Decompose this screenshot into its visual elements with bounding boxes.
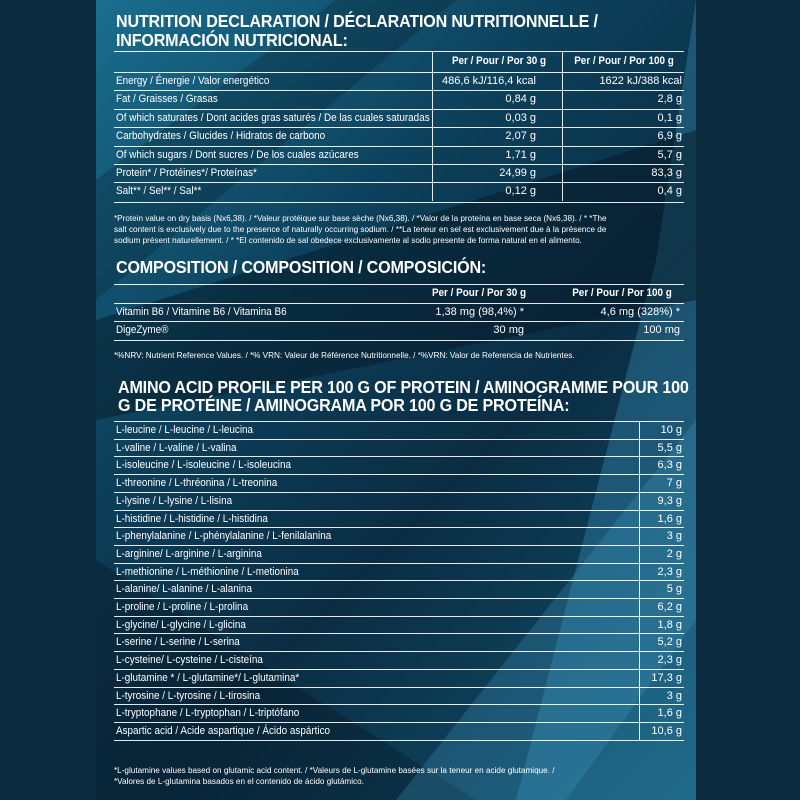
- row-value-30g: 30 mg: [493, 324, 524, 336]
- amino-acid-name: L-lysine / L-lysine / L-lisina: [116, 494, 233, 507]
- label-panel: [96, 0, 696, 800]
- nutrition-title-line1: NUTRITION DECLARATION / DÉCLARATION NUTRITIONNELLE /: [116, 11, 598, 31]
- amino-acid-name: Aspartic acid / Acide aspartique / Ácido aspártico: [116, 724, 331, 737]
- table-row: [114, 109, 684, 128]
- table-row: [114, 303, 684, 322]
- amino-acid-name: L-serine / L-serine / L-serina: [116, 636, 240, 649]
- amino-acid-value: 5,2 g: [657, 636, 682, 649]
- table-row: [114, 439, 684, 458]
- row-value-30g: 0,12 g: [505, 185, 536, 198]
- amino-acid-name: L-threonine / L-thréonina / L-treonina: [116, 477, 278, 490]
- amino-acid-value: 17,3 g: [651, 671, 682, 684]
- row-label: DigeZyme®: [116, 324, 169, 336]
- row-value-30g: 0,03 g: [505, 111, 536, 124]
- nutrition-col1-header: Per / Pour / Por 30 g: [451, 55, 547, 67]
- table-row: [114, 127, 684, 146]
- table-row: [114, 90, 684, 109]
- amino-footnote-line1: *L-glutamine values based on glutamic acid content. / *Valeurs de L-glutamine basées sur la teneur en acide glutamique. /: [114, 765, 555, 775]
- amino-acid-name: L-glycine/ L-glycine / L-glicina: [116, 618, 246, 631]
- amino-acid-value: 1,6 g: [657, 707, 682, 720]
- row-value-30g: 2,07 g: [505, 130, 536, 143]
- column-divider: [639, 421, 640, 740]
- amino-acid-value: 3 g: [666, 689, 682, 702]
- amino-acid-name: L-arginine/ L-arginine / L-arginina: [116, 547, 262, 560]
- nutrition-title-line2: INFORMACIÓN NUTRICIONAL:: [116, 30, 348, 50]
- amino-acid-name: L-cysteine/ L-cysteine / L-cisteína: [116, 654, 263, 667]
- table-row: [114, 545, 684, 564]
- amino-acid-value: 2,3 g: [657, 565, 682, 578]
- table-row: [114, 616, 684, 635]
- row-value-100g: 5,7 g: [657, 148, 682, 161]
- divider: [114, 740, 684, 741]
- row-value-30g: 1,71 g: [505, 148, 536, 161]
- row-label: Of which sugars / Dont sucres / De los cuales azúcares: [116, 148, 359, 161]
- row-value-30g: 0,84 g: [505, 93, 536, 106]
- amino-acid-name: L-valine / L-valine / L-valina: [116, 441, 237, 454]
- table-row: [114, 598, 684, 617]
- column-divider: [432, 52, 433, 201]
- row-value-100g: 6,9 g: [657, 130, 682, 143]
- row-label: Vitamin B6 / Vitamine B6 / Vitamina B6: [116, 306, 287, 318]
- table-row: [114, 164, 684, 183]
- row-label: Salt** / Sel** / Sal**: [116, 185, 202, 198]
- table-row: [114, 527, 684, 546]
- amino-acid-value: 9,3 g: [657, 494, 682, 507]
- table-row: [114, 474, 684, 493]
- row-value-100g: 0,4 g: [657, 185, 682, 198]
- row-value-100g: 4,6 mg (328%) *: [600, 306, 680, 318]
- table-row: [114, 510, 684, 529]
- composition-col2-header: Per / Pour / Por 100 g: [572, 287, 672, 299]
- row-value-30g: 486,6 kJ/116,4 kcal: [442, 75, 536, 87]
- amino-acid-value: 6,2 g: [657, 601, 682, 613]
- amino-acid-value: 1,6 g: [657, 512, 682, 525]
- amino-acid-name: L-histidine / L-histidine / L-histidina: [116, 512, 268, 525]
- amino-acid-name: L-methionine / L-méthionine / L-metionina: [116, 565, 299, 578]
- amino-acid-name: L-proline / L-proline / L-prolina: [116, 601, 249, 613]
- table-row: [114, 72, 684, 91]
- column-divider: [562, 52, 563, 201]
- row-label: Fat / Graisses / Grasas: [116, 93, 218, 106]
- nutrition-footnote-line3: sodium présent naturellement. / * *El contenido de sal obedece exclusivamente al sodio presente de forma natural en el alimento.: [114, 235, 582, 245]
- amino-title-line2: G DE PROTÉINE / AMINOGRAMA POR 100 G DE PROTEÍNA:: [118, 395, 570, 415]
- amino-footnote-line2: *Valores de L-glutamina basados en el contenido de ácido glutámico.: [114, 776, 364, 786]
- table-row: [114, 182, 684, 202]
- amino-title-line1: AMINO ACID PROFILE PER 100 G OF PROTEIN / AMINOGRAMME POUR 100: [118, 377, 689, 397]
- table-row: [114, 651, 684, 670]
- row-value-30g: 1,38 mg (98,4%) *: [435, 306, 524, 318]
- composition-col1-header: Per / Pour / Por 30 g: [431, 287, 527, 299]
- amino-acid-name: L-tyrosine / L-tyrosine / L-tirosina: [116, 689, 261, 702]
- table-row: [114, 421, 684, 440]
- amino-acid-name: L-isoleucine / L-isoleucine / L-isoleucina: [116, 459, 292, 472]
- amino-acid-value: 1,8 g: [657, 618, 682, 631]
- table-row: [114, 722, 684, 741]
- table-row: [114, 669, 684, 688]
- amino-acid-name: L-glutamine * / L-glutamine*/ L-glutamina*: [116, 671, 300, 684]
- row-label: Energy / Énergie / Valor energético: [116, 75, 270, 87]
- row-value-100g: 0,1 g: [657, 111, 682, 124]
- table-row: [114, 687, 684, 706]
- row-value-100g: 1622 kJ/388 kcal: [599, 75, 682, 87]
- table-row: [114, 633, 684, 652]
- nutrition-footnote-line2: salt content is exclusively due to the presence of naturally occurring sodium. / **La teneur en sel est exclusivement due à la présence de: [114, 224, 607, 234]
- amino-acid-value: 10 g: [660, 424, 682, 436]
- table-row: [114, 563, 684, 582]
- amino-acid-value: 10,6 g: [651, 724, 682, 737]
- nutrition-col2-header: Per / Pour / Por 100 g: [574, 55, 674, 67]
- table-row: [114, 492, 684, 511]
- table-row: [114, 321, 684, 341]
- amino-acid-value: 3 g: [666, 530, 682, 543]
- amino-acid-value: 2 g: [666, 547, 682, 560]
- table-row: [114, 456, 684, 475]
- row-value-30g: 24,99 g: [499, 167, 536, 179]
- row-label: Of which saturates / Dont acides gras saturés / De las cuales saturadas: [116, 111, 430, 124]
- amino-acid-name: L-tryptophane / L-tryptophan / L-triptófano: [116, 707, 300, 720]
- row-label: Carbohydrates / Glucides / Hidratos de carbono: [116, 130, 326, 143]
- amino-acid-name: L-leucine / L-leucine / L-leucina: [116, 424, 254, 436]
- amino-acid-value: 6,3 g: [657, 459, 682, 472]
- nutrition-footnote-line1: *Protein value on dry basis (Nx6,38). / *Valeur protéique sur base sèche (Nx6,38). / *Valor de la proteína en base seca (Nx6,38). / * *The: [114, 213, 607, 223]
- table-row: [114, 704, 684, 723]
- row-value-100g: 100 mg: [643, 324, 680, 336]
- divider: [114, 51, 684, 52]
- amino-acid-value: 7 g: [666, 477, 682, 490]
- amino-acid-name: L-phenylalanine / L-phénylalanine / L-fenilalanina: [116, 530, 332, 543]
- amino-acid-name: L-alanine/ L-alanine / L-alanina: [116, 583, 252, 596]
- composition-title: COMPOSITION / COMPOSITION / COMPOSICIÓN:: [116, 257, 487, 277]
- table-row: [114, 146, 684, 165]
- row-value-100g: 83,3 g: [651, 167, 682, 179]
- row-label: Protein* / Protéines*/ Proteínas*: [116, 167, 257, 179]
- amino-acid-value: 2,3 g: [657, 654, 682, 667]
- composition-footnote: *%NRV: Nutrient Reference Values. / *% VRN: Valeur de Référence Nutritionnelle. / *%VRN: Valor de Referencia de Nutrientes.: [114, 350, 575, 360]
- amino-acid-value: 5,5 g: [657, 441, 682, 454]
- amino-acid-value: 5 g: [666, 583, 682, 596]
- table-row: [114, 580, 684, 599]
- row-value-100g: 2,8 g: [657, 93, 682, 106]
